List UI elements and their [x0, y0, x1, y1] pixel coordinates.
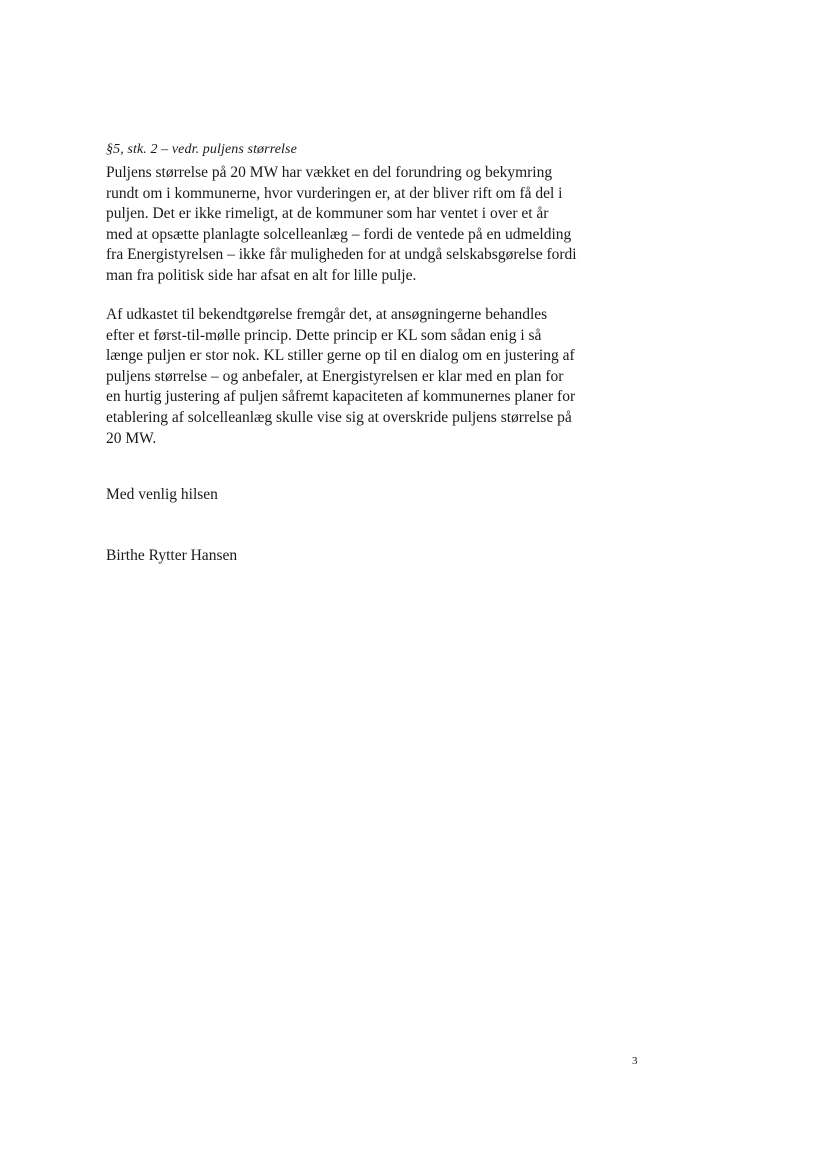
page-number: 3: [632, 1055, 638, 1067]
paragraph-line: man fra politisk side har afsat en alt for lille pulje.: [106, 266, 417, 284]
closing-greeting: Med venlig hilsen: [106, 486, 218, 503]
paragraph-line: efter et først-til-mølle princip. Dette princip er KL som sådan enig i så: [106, 326, 542, 344]
paragraph-line: 20 MW.: [106, 429, 157, 447]
paragraph-pool-size: [106, 163, 596, 287]
section-heading: §5, stk. 2 – vedr. puljens størrelse: [106, 142, 297, 157]
paragraph-first-come-principle: [106, 305, 596, 449]
paragraph-line: længe puljen er stor nok. KL stiller gerne op til en dialog om en justering af: [106, 347, 575, 365]
paragraph-line: rundt om i kommunerne, hvor vurderingen er, at der bliver rift om få del i: [106, 184, 563, 202]
signature-name: Birthe Rytter Hansen: [106, 547, 238, 564]
paragraph-line: Puljens størrelse på 20 MW har vækket en del forundring og bekymring: [106, 164, 553, 181]
paragraph-line: fra Energistyrelsen – ikke får muligheden for at undgå selskabsgørelse fordi: [106, 246, 577, 264]
paragraph-line: med at opsætte planlagte solcelleanlæg – fordi de ventede på en udmelding: [106, 225, 572, 243]
paragraph-line: puljens størrelse – og anbefaler, at Energistyrelsen er klar med en plan for: [106, 367, 564, 385]
paragraph-line: en hurtig justering af puljen såfremt kapaciteten af kommunernes planer for: [106, 388, 576, 406]
paragraph-line: puljen. Det er ikke rimeligt, at de kommuner som har ventet i over et år: [106, 205, 549, 223]
paragraph-line: Af udkastet til bekendtgørelse fremgår det, at ansøgningerne behandles: [106, 306, 548, 323]
paragraph-line: etablering af solcelleanlæg skulle vise sig at overskride puljens størrelse på: [106, 408, 572, 426]
